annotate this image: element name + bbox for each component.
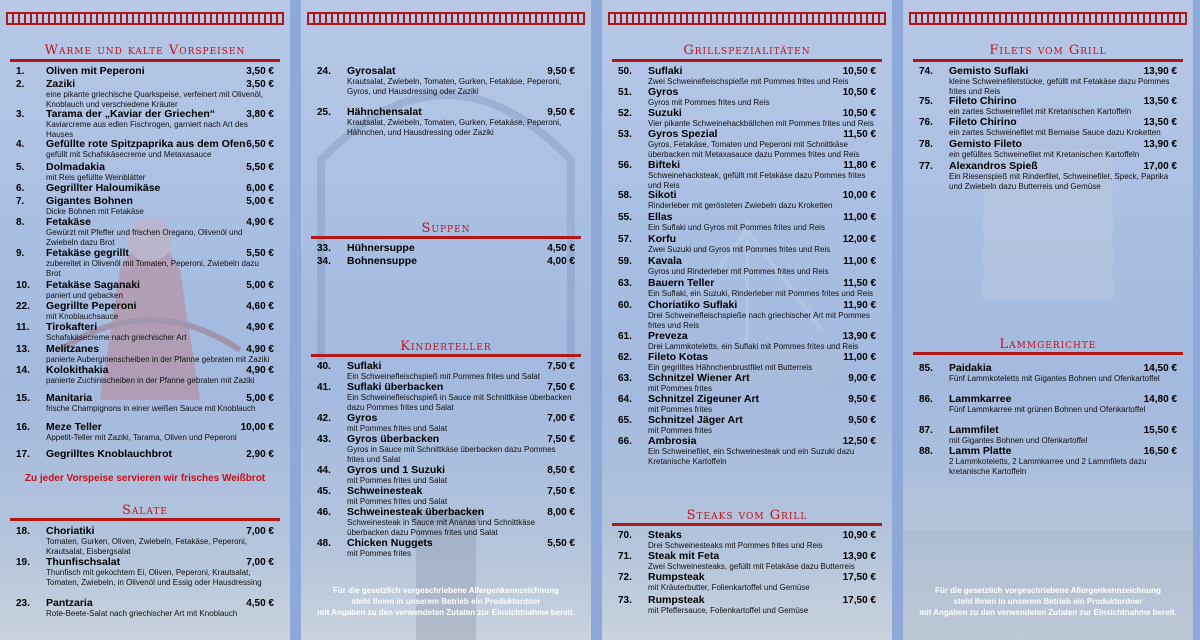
item-name: Steaks [648,529,682,541]
item-description: Gyros, Fetakäse, Tomaten und Peperoni mit Schnittkäse überbacken mit Metaxasauce dazu Pommes frites und Reis [648,140,860,159]
item-name: Choriatiki [46,525,95,537]
item-price: 12,50 € [842,436,876,447]
item-number: 52. [618,108,632,119]
item-price: 3,50 € [246,79,274,90]
item-price: 10,50 € [842,66,876,77]
item-price: 14,80 € [1143,394,1177,405]
allergen-notice [311,585,581,618]
item-name: Bifteki [648,159,681,171]
item-price: 10,90 € [842,530,876,541]
item-name: Suflaki überbacken [347,381,444,393]
item-name: Schnitzel Wiener Art [648,372,750,384]
item-name: Gefüllte rote Spitzpaprika aus dem Ofen [46,138,246,150]
item-name: Bauern Teller [648,277,715,289]
item-price: 9,50 € [848,394,876,405]
item-number: 4. [16,139,25,150]
allergen-notice-line: steht Ihnen in unserem Betrieb ein Produktordner [351,597,541,606]
item-description: zubereitet in Olivenöl mit Tomaten, Peperoni, Zwiebeln dazu Brot [46,259,259,278]
section-title-steaks: Steaks vom Grill [686,508,808,523]
item-price: 11,90 € [843,300,876,311]
item-description: ein gefülltes Schweinefilet mit Kretanischen Kartoffeln [949,150,1140,159]
allergen-notice [913,585,1183,618]
item-number: 18. [16,526,30,537]
item-price: 13,90 € [842,551,876,562]
item-price: 15,50 € [1143,425,1177,436]
item-name: Oliven mit Peperoni [46,65,145,77]
item-name: Meze Teller [46,421,102,433]
item-description: Zwei Suzuki und Gyros mit Pommes frites und Reis [648,245,831,254]
item-price: 11,80 € [843,160,876,171]
item-number: 6. [16,183,25,194]
item-description: Krautsalat, Zwiebeln, Tomaten, Gurken, Fetakäse, Peperoni, Gyros, und Hausdressing oder Zaziki [347,77,562,96]
item-number: 1. [16,66,25,77]
item-number: 58. [618,190,632,201]
item-number: 74. [919,66,933,77]
item-description: Fünf Lammkarree mit grünen Bohnen und Ofenkartoffel [949,405,1146,414]
item-description: Appetit-Teller mit Zaziki, Tarama, Oliven und Peperoni [46,433,237,442]
item-name: Schweinesteak [347,485,423,497]
item-number: 19. [16,557,30,568]
item-name: Ambrosia [648,435,697,447]
menu-column-3 [602,0,892,640]
item-description: Ein Schweinefilet, ein Schweinesteak und ein Suzuki dazu Kretanische Kartoffeln [648,447,855,466]
item-price: 17,50 € [842,572,876,583]
item-name: Fileto Chirino [949,116,1017,128]
item-name: Gegrilltes Knoblauchbrot [46,448,173,460]
greek-key-border [608,12,886,25]
item-name: Ellas [648,211,673,223]
item-description: mit Pommes frites [648,426,713,435]
item-name: Lamm Platte [949,445,1012,457]
item-price: 10,00 € [842,190,876,201]
item-number: 41. [317,382,331,393]
greek-key-border [307,12,585,25]
section-rule [612,523,882,526]
item-number: 5. [16,162,25,173]
bread-note: Zu jeder Vorspeise servieren wir frisches Weißbrot [24,473,266,484]
item-number: 17. [16,449,30,460]
item-price: 10,50 € [842,87,876,98]
item-price: 12,00 € [842,234,876,245]
item-description: Schafskäsecreme nach griechischer Art [46,333,187,342]
section-rule [612,59,882,62]
menu-column-2 [301,0,591,640]
item-name: Pantzaria [46,597,93,609]
item-price: 4,90 € [246,344,274,355]
item-name: Kavala [648,255,682,267]
item-description: Zwei Schweinefleischspieße mit Pommes frites und Reis [648,77,849,86]
item-price: 11,00 € [843,256,876,267]
item-description: Gyros und Rinderleber mit Pommes frites und Reis [648,267,829,276]
item-name: Suflaki [347,360,382,372]
item-name: Gemisto Suflaki [949,65,1029,77]
menu-column-1 [0,0,290,640]
item-description: Kaviarcreme aus edlen Fischrogen, garniert nach Art des Hauses [46,120,248,139]
section-title-suppen: Suppen [421,221,471,236]
item-name: Gemisto Fileto [949,138,1022,150]
item-number: 86. [919,394,933,405]
item-description: Drei Schweinesteaks mit Pommes frites und Reis [648,541,823,550]
item-price: 3,80 € [246,109,274,120]
section-rule [913,59,1183,62]
item-price: 7,50 € [547,382,575,393]
item-description: Thunfisch mit gekochtem Ei, Oliven, Peperoni, Krautsalat, Tomaten, Zwiebeln, in Olivenöl und Essig oder Hausdressing [46,568,262,587]
item-price: 6,50 € [246,139,274,150]
item-number: 60. [618,300,632,311]
item-price: 13,90 € [1143,139,1177,150]
section-title-kinderteller: Kinderteller [400,339,492,354]
item-number: 42. [317,413,331,424]
item-number: 59. [618,256,632,267]
allergen-notice-line: steht Ihnen in unserem Betrieb ein Produktordner [953,597,1143,606]
item-description: Ein Schweinefleischspieß in Sauce mit Schnittkäse überbacken dazu Pommes frites und Salat [347,393,572,412]
item-name: Zaziki [46,78,76,90]
item-price: 4,50 € [246,598,274,609]
item-name: Fileto Chirino [949,95,1017,107]
item-name: Fetakäse [46,216,91,228]
item-name: Suflaki [648,65,683,77]
item-price: 4,50 € [547,243,575,254]
item-description: Ein Suflaki und Gyros mit Pommes frites und Reis [648,223,825,232]
item-name: Gyrosalat [347,65,396,77]
item-number: 10. [16,280,30,291]
menu-column-4 [903,0,1193,640]
item-number: 46. [317,507,331,518]
item-description: mit Pfeffersauce, Folienkartoffel und Gemüse [648,606,809,615]
item-description: Ein Schweinefleischspieß mit Pommes frites und Salat [347,372,540,381]
item-price: 5,50 € [547,538,575,549]
section-title-salate: Salate [122,503,168,518]
item-description: mit Pommes frites und Salat [347,424,448,433]
item-number: 16. [16,422,30,433]
item-name: Bohnensuppe [347,255,417,267]
item-price: 7,50 € [547,486,575,497]
item-number: 66. [618,436,632,447]
item-description: Drei Lammkoteletts, ein Suflaki mit Pommes frites und Reis [648,342,859,351]
item-number: 63. [618,373,632,384]
item-name: Sikoti [648,189,677,201]
item-number: 53. [618,129,632,140]
item-name: Fetakäse gegrillt [46,247,129,259]
item-price: 11,00 € [843,352,876,363]
item-price: 5,00 € [246,196,274,207]
item-description: Schweinesteak in Sauce mit Ananas und Schnittkäse überbacken dazu Pommes frites und Salat [347,518,536,537]
item-number: 61. [618,331,632,342]
item-number: 15. [16,393,30,404]
item-name: Schnitzel Jäger Art [648,414,743,426]
item-number: 70. [618,530,632,541]
item-price: 11,50 € [843,278,876,289]
allergen-notice-line: mit Angaben zu den verwendeten Zutaten zur Einsichtnahme bereit. [919,608,1177,617]
item-number: 87. [919,425,933,436]
item-price: 4,90 € [246,217,274,228]
item-description: Gewürzt mit Pfeffer und frischen Oregano, Olivenöl und Zwiebeln dazu Brot [46,228,243,247]
item-description: mit Pommes frites [648,405,713,414]
item-description: mit Knoblauchsauce [46,312,119,321]
item-description: paniert und gebacken [46,291,123,300]
item-number: 72. [618,572,632,583]
item-name: Steak mit Feta [648,550,720,562]
item-number: 45. [317,486,331,497]
item-description: Rinderleber mit gerösteten Zwiebeln dazu Kroketten [648,201,833,210]
item-price: 5,50 € [246,162,274,173]
item-description: panierte Zuchinischeiben in der Pfanne gebraten mit Zaziki [46,376,255,385]
item-name: Gegrillter Haloumikäse [46,182,161,194]
item-description: mit Kräuterbutter, Folienkartoffel und Gemüse [648,583,810,592]
item-description: mit Gigantes Bohnen und Ofenkartoffel [949,436,1088,445]
item-number: 25. [317,107,331,118]
item-number: 24. [317,66,331,77]
item-name: Alexandros Spieß [949,160,1038,172]
item-number: 13. [16,344,30,355]
item-number: 43. [317,434,331,445]
item-number: 65. [618,415,632,426]
item-number: 57. [618,234,632,245]
item-number: 3. [16,109,25,120]
item-name: Gyros Spezial [648,128,718,140]
item-number: 55. [618,212,632,223]
item-description: mit Pommes frites [347,549,412,558]
item-description: mit Pommes frites und Salat [347,476,448,485]
section-title-filets: Filets vom Grill [989,43,1107,58]
item-description: gefüllt mit Schafskäsecreme und Metaxasauce [46,150,212,159]
item-price: 4,90 € [246,322,274,333]
item-description: eine pikante griechische Quarkspeise, verfeinert mit Olivenöl, Knoblauch und verschiedene Kräuter [46,90,263,109]
item-price: 4,00 € [547,256,575,267]
item-price: 11,50 € [843,129,876,140]
section-rule [311,354,581,357]
section-title-grillspezialitaeten: Grillspezialitäten [683,43,811,58]
allergen-notice-line: Für die gesetzlich vorgeschriebene Allergenkennzeichnung [333,586,559,595]
item-description: Fünf Lammkoteletts mit Gigantes Bohnen und Ofenkartoffel [949,374,1160,383]
item-name: Gegrillte Peperoni [46,300,137,312]
allergen-notice-line: mit Angaben zu den verwendeten Zutaten zur Einsichtnahme bereit. [317,608,575,617]
item-price: 3,50 € [246,66,274,77]
item-price: 9,50 € [547,66,575,77]
item-number: 63. [618,278,632,289]
item-name: Schweinesteak überbacken [347,506,485,518]
item-name: Hähnchensalat [347,106,422,118]
item-number: 71. [618,551,632,562]
item-description: Zwei Schweinesteaks, gefüllt mit Fetakäse dazu Butterreis [648,562,855,571]
item-number: 9. [16,248,25,259]
item-number: 88. [919,446,933,457]
item-description: Vier pikante Schweinehackbällchen mit Pommes frites und Reis [648,119,874,128]
item-number: 76. [919,117,933,128]
item-name: Korfu [648,233,676,245]
item-price: 10,50 € [842,108,876,119]
item-name: Rumpsteak [648,571,705,583]
item-price: 9,50 € [547,107,575,118]
item-name: Lammkarree [949,393,1012,405]
section-title-lammgerichte: Lammgerichte [999,337,1097,352]
item-price: 11,00 € [843,212,876,223]
item-price: 7,00 € [246,557,274,568]
item-name: Dolmadakia [46,161,105,173]
item-number: 62. [618,352,632,363]
item-description: Gyros in Sauce mit Schnittkäse überbacken dazu Pommes frites und Salat [347,445,556,464]
item-price: 6,00 € [246,183,274,194]
item-price: 7,50 € [547,361,575,372]
item-description: Rote-Beete-Salat nach griechischer Art mit Knoblauch [46,609,238,618]
item-number: 7. [16,196,25,207]
item-name: Tirokafteri [46,321,98,333]
item-description: Drei Schweinefleischspieße nach griechischer Art mit Pommes frites und Reis [648,311,870,330]
item-price: 17,50 € [842,595,876,606]
item-number: 40. [317,361,331,372]
item-name: Hühnersuppe [347,242,415,254]
item-price: 16,50 € [1143,446,1177,457]
item-name: Gyros und 1 Suzuki [347,464,446,476]
item-price: 13,50 € [1143,96,1177,107]
item-description: kleine Schweinefiletstücke, gefüllt mit Fetakäse dazu Pommes frites und Reis [949,77,1170,96]
item-description: Ein gegrilltes Hähnchenbrustfilet mit Butterreis [648,363,813,372]
item-price: 2,90 € [246,449,274,460]
item-name: Gigantes Bohnen [46,195,133,207]
item-number: 75. [919,96,933,107]
item-price: 5,00 € [246,393,274,404]
item-name: Chicken Nuggets [347,537,433,549]
item-number: 34. [317,256,331,267]
greek-key-border [6,12,284,25]
item-description: panierte Auberginenscheiben in der Pfanne gebraten mit Zaziki [46,355,270,364]
item-number: 14. [16,365,30,376]
item-price: 14,50 € [1143,363,1177,374]
item-price: 13,90 € [1143,66,1177,77]
item-price: 7,00 € [246,526,274,537]
item-price: 4,90 € [246,365,274,376]
item-name: Fetakäse Saganaki [46,279,140,291]
item-description: Tomaten, Gurken, Oliven, Zwiebeln, Fetakäse, Peperoni, Krautsalat, Eisbergsalat [46,537,247,556]
item-name: Fileto Kotas [648,351,709,363]
item-price: 5,50 € [246,248,274,259]
item-name: Paidakia [949,362,992,374]
item-description: Krautsalat, Zwiebeln, Tomaten, Gurken, Fetakäse, Peperoni, Hähnchen, und Hausdressing oder Zaziki [347,118,562,137]
item-price: 17,00 € [1143,161,1177,172]
item-number: 2. [16,79,25,90]
item-number: 78. [919,139,933,150]
item-number: 51. [618,87,632,98]
greek-key-border [909,12,1187,25]
item-name: Lammfilet [949,424,999,436]
item-name: Rumpsteak [648,594,705,606]
item-name: Schnitzel Zigeuner Art [648,393,760,405]
item-price: 7,50 € [547,434,575,445]
item-number: 77. [919,161,933,172]
item-name: Gyros [347,412,378,424]
item-name: Gyros überbacken [347,433,440,445]
item-description: ein zartes Schweinefilet mit Kretanischen Kartoffeln [949,107,1132,116]
item-name: Choriatiko Suflaki [648,299,738,311]
item-description: Ein Suflaki, ein Suzuki, Rinderleber mit Pommes frites und Reis [648,289,873,298]
item-description: Dicke Bohnen mit Fetakäse [46,207,144,216]
section-rule [913,352,1183,355]
item-price: 13,50 € [1143,117,1177,128]
item-name: Melitzanes [46,343,100,355]
item-price: 9,00 € [848,373,876,384]
item-price: 5,00 € [246,280,274,291]
item-number: 56. [618,160,632,171]
item-number: 11. [16,322,30,333]
item-number: 73. [618,595,632,606]
item-price: 7,00 € [547,413,575,424]
item-number: 8. [16,217,25,228]
item-number: 50. [618,66,632,77]
item-price: 8,50 € [547,465,575,476]
item-price: 13,90 € [842,331,876,342]
item-number: 44. [317,465,331,476]
item-number: 22. [16,301,30,312]
item-description: mit Pommes frites und Salat [347,497,448,506]
item-description: frische Champignons in einer weißen Sauce mit Knoblauch [46,404,256,413]
item-number: 64. [618,394,632,405]
item-description: ein zartes Schweinefilet mit Bernaise Sauce dazu Kroketten [949,128,1161,137]
item-price: 8,00 € [547,507,575,518]
item-name: Preveza [648,330,688,342]
item-price: 9,50 € [848,415,876,426]
item-number: 48. [317,538,331,549]
item-number: 85. [919,363,933,374]
section-rule [10,59,280,62]
item-name: Thunfischsalat [46,556,121,568]
section-title-vorspeisen: Warme und kalte Vorspeisen [44,43,246,58]
item-name: Suzuki [648,107,682,119]
item-description: mit Reis gefüllte Weinblätter [46,173,146,182]
section-rule [10,518,280,521]
allergen-notice-line: Für die gesetzlich vorgeschriebene Allergenkennzeichnung [935,586,1161,595]
item-name: Kolokithakia [46,364,109,376]
item-description: 2 Lammkoteletts, 2 Lammkarree und 2 Lammfilets dazu kretanische Kartoffeln [949,457,1147,476]
section-rule [311,236,581,239]
item-number: 23. [16,598,30,609]
item-price: 10,00 € [240,422,274,433]
item-description: Gyros mit Pommes frites und Reis [648,98,770,107]
item-name: Gyros [648,86,679,98]
item-name: Manitaria [46,392,93,404]
item-price: 4,60 € [246,301,274,312]
item-number: 33. [317,243,331,254]
item-description: mit Pommes frites [648,384,713,393]
item-description: Schweinehacksteak, gefüllt mit Fetakäse dazu Pommes frites und Reis [648,171,866,190]
item-description: Ein Riesenspieß mit Rinderfilet, Schweinefilet, Speck, Paprika und Zwiebeln dazu Butterreis und Gemüse [949,172,1169,191]
item-name: Tarama der „Kaviar der Griechen“ [46,108,216,120]
